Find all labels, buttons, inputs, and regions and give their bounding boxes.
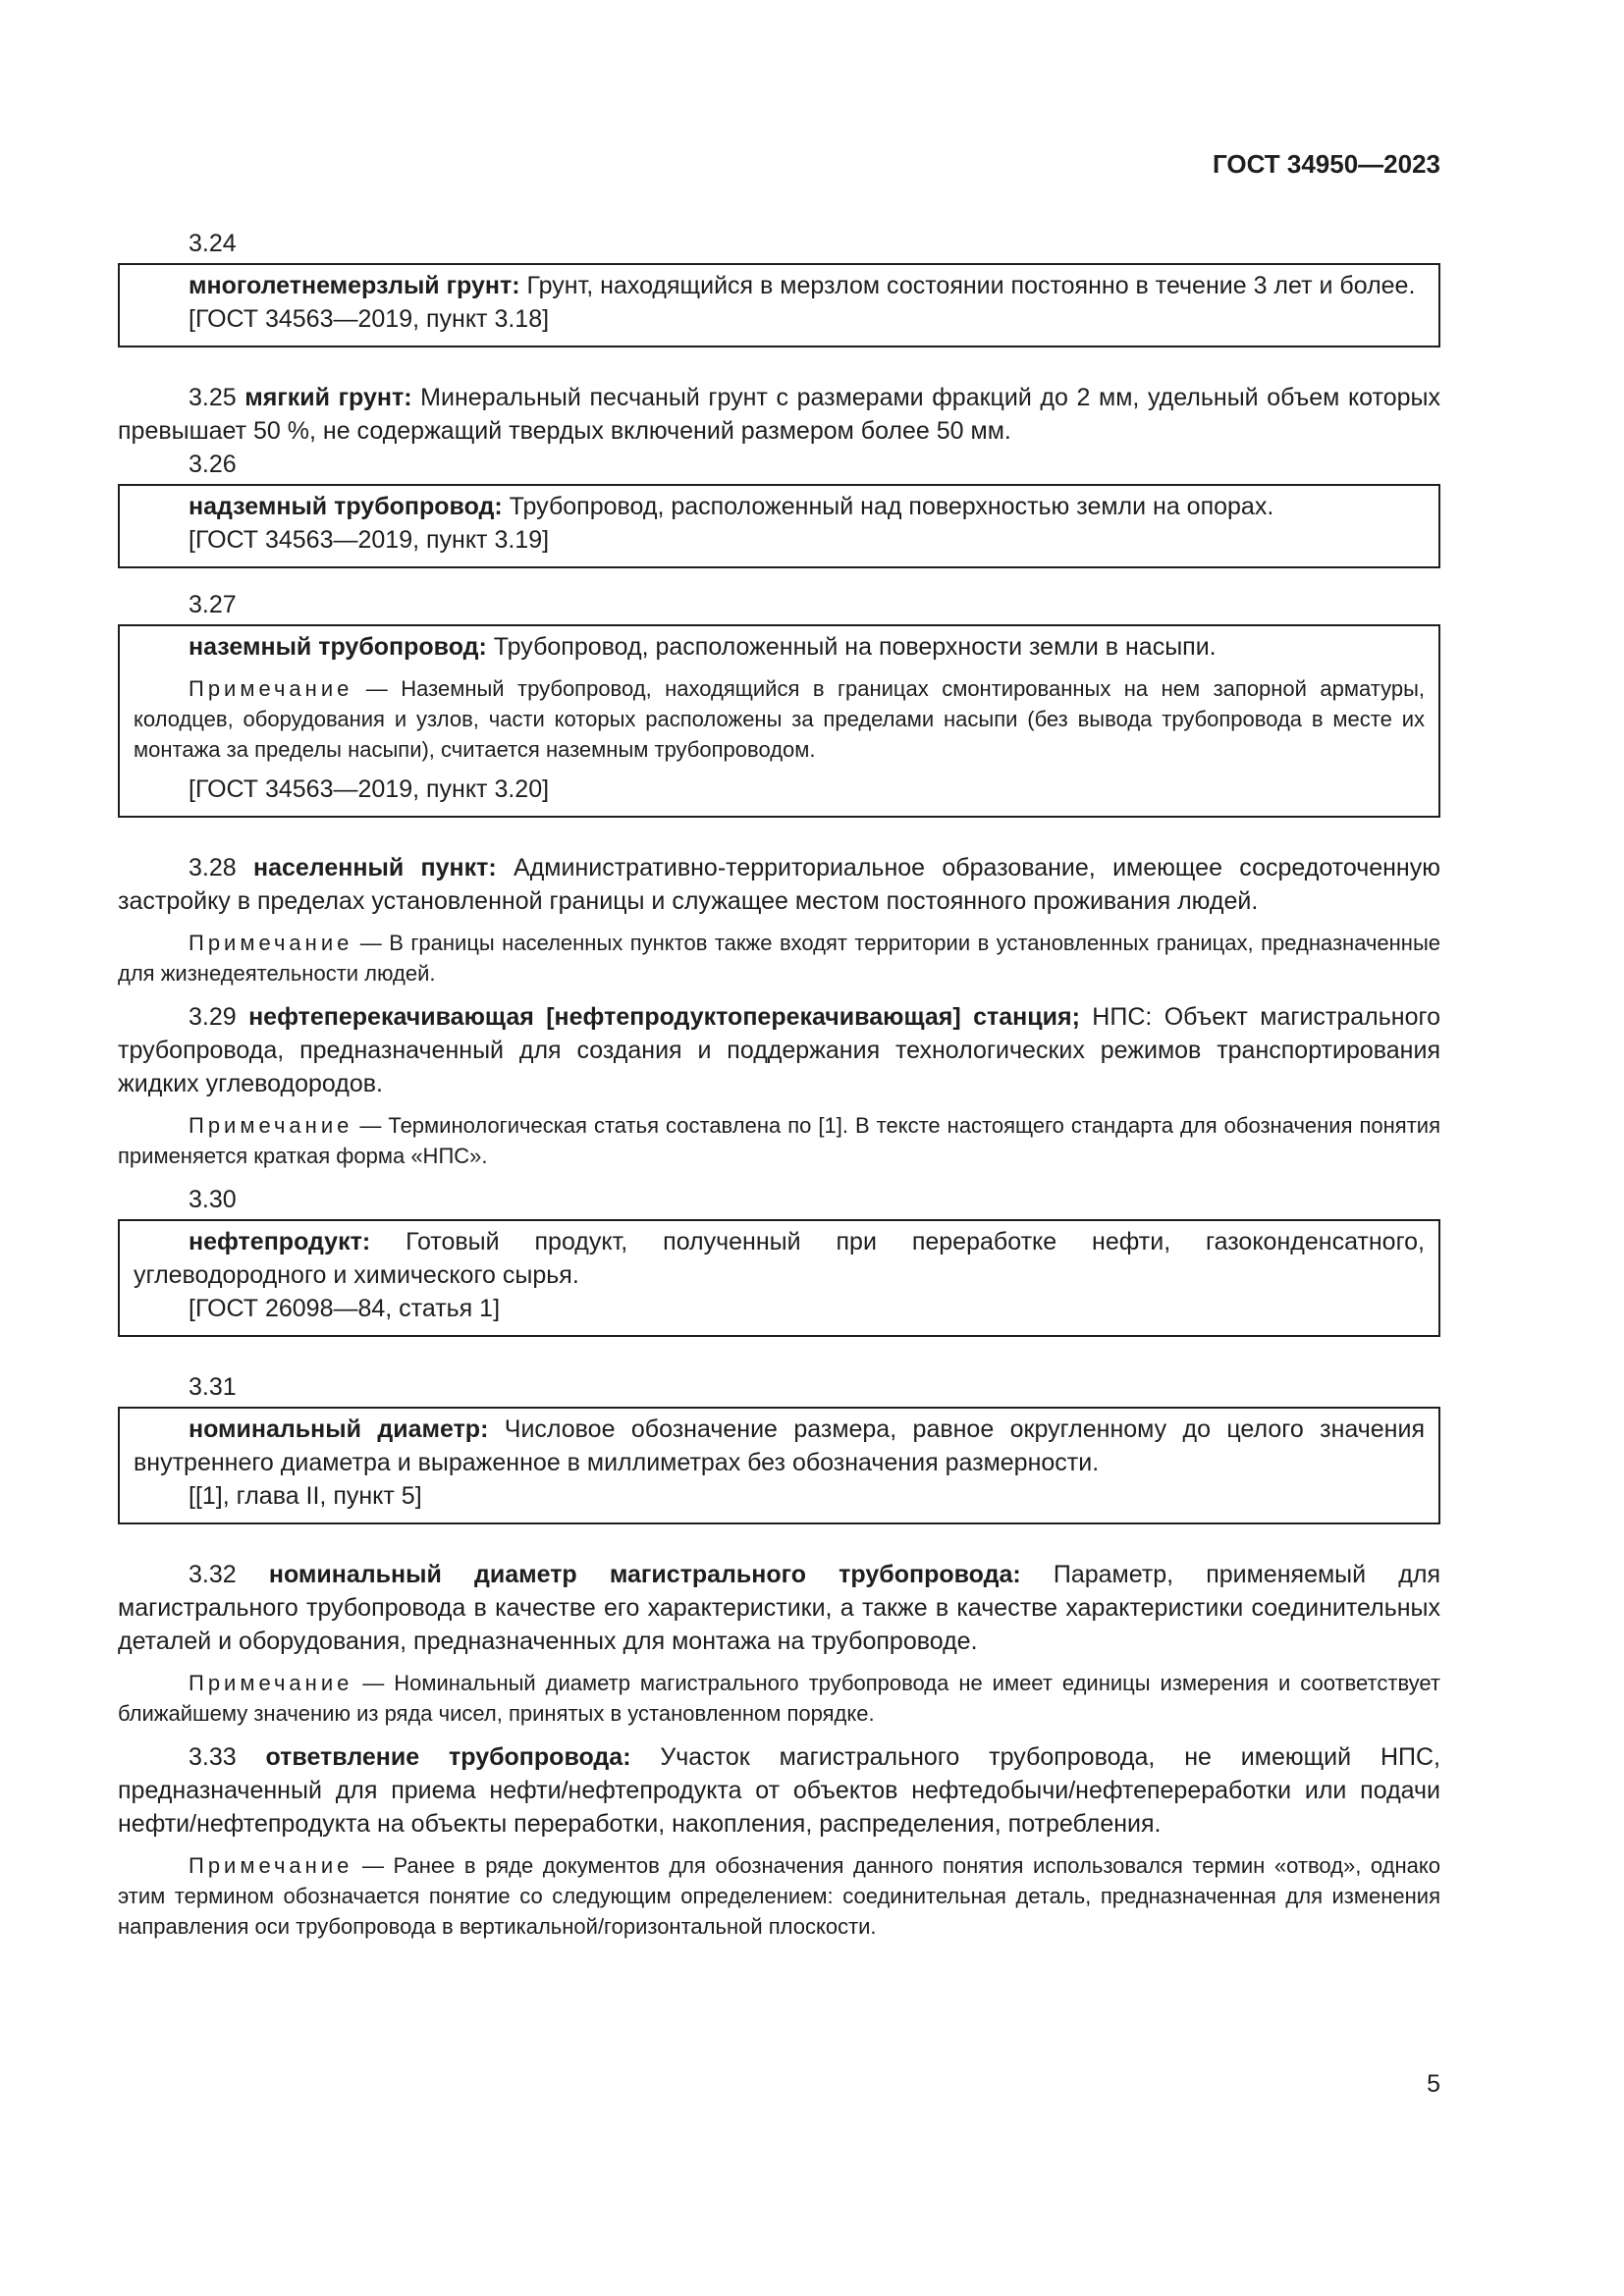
source-reference-3-26: [ГОСТ 34563—2019, пункт 3.19]: [189, 526, 550, 554]
term-definition-3-29: [118, 1000, 1440, 1100]
term-frame-3-31: [118, 1407, 1440, 1524]
term-definition-3-24: [134, 269, 1425, 302]
term-definition-3-31: [134, 1413, 1425, 1479]
entry-number-3-30: 3.30: [189, 1186, 237, 1213]
term-3-30: нефтепродукт:: [189, 1228, 371, 1255]
term-frame-3-26: [118, 484, 1440, 568]
note-label-3-33: Примечание: [189, 1853, 353, 1878]
definition-3-28: Административно-территориальное образование, имеющее сосредоточенную застройку в пределах установленной границы и служащее местом постоянного проживания людей.: [118, 854, 1440, 915]
note-text-3-33: — Ранее в ряде документов для обозначения данного понятия использовался термин «отвод», однако этим термином обозначается понятие со следующим определением: соединительная деталь, предназначенная для изменения направления оси трубопровода в вертикальной/горизонтальной плоскости.: [118, 1853, 1440, 1939]
source-reference-3-24: [ГОСТ 34563—2019, пункт 3.18]: [189, 305, 550, 333]
term-3-33: ответвление трубопровода:: [265, 1743, 631, 1771]
note-text-3-29: — Терминологическая статья составлена по [1]. В тексте настоящего стандарта для обозначения понятия применяется краткая форма «НПС».: [118, 1113, 1440, 1168]
note-text-3-28: — В границы населенных пунктов также входят территории в установленных границах, предназначенные для жизнедеятельности людей.: [118, 931, 1440, 986]
term-definition-3-32: [118, 1558, 1440, 1658]
entry-number-3-27: 3.27: [189, 591, 237, 618]
entry-number-3-25: 3.25: [189, 384, 237, 411]
entry-number-3-24: 3.24: [189, 230, 237, 257]
definition-3-32: Параметр, применяемый для магистрального трубопровода в качестве его характеристики, а также в качестве характеристики соединительных деталей и оборудования, предназначенных для монтажа на трубопроводе.: [118, 1561, 1440, 1655]
note-3-27: [134, 673, 1425, 765]
term-frame-3-30: [118, 1219, 1440, 1337]
source-reference-3-27: [ГОСТ 34563—2019, пункт 3.20]: [189, 775, 550, 803]
term-definition-3-33: [118, 1740, 1440, 1841]
term-frame-3-24: [118, 263, 1440, 347]
note-label-3-32: Примечание: [189, 1671, 353, 1695]
term-frame-3-27: [118, 624, 1440, 818]
entry-number-3-29: 3.29: [189, 1003, 237, 1031]
note-3-28: [118, 928, 1440, 988]
term-3-25: мягкий грунт:: [244, 384, 412, 411]
entry-number-3-33: 3.33: [189, 1743, 237, 1771]
term-3-31: номинальный диаметр:: [189, 1415, 489, 1443]
term-3-27: наземный трубопровод:: [189, 633, 487, 661]
term-definition-3-26: [134, 490, 1425, 523]
term-definition-3-27: [134, 630, 1425, 664]
note-text-3-32: — Номинальный диаметр магистрального трубопровода не имеет единицы измерения и соответствует ближайшему значению из ряда чисел, принятых в установленном порядке.: [118, 1671, 1440, 1726]
definition-3-24: Грунт, находящийся в мерзлом состоянии постоянно в течение 3 лет и более.: [519, 272, 1416, 299]
term-3-26: надземный трубопровод:: [189, 493, 503, 520]
definition-3-27: Трубопровод, расположенный на поверхности земли в насыпи.: [486, 633, 1217, 661]
document-designation: ГОСТ 34950—2023: [1213, 149, 1440, 179]
term-3-29: нефтеперекачивающая [нефтепродуктоперекачивающая] станция;: [248, 1003, 1080, 1031]
document-body: [118, 227, 1440, 1942]
term-definition-3-30: [134, 1225, 1425, 1292]
definition-3-31: Числовое обозначение размера, равное округленному до целого значения внутреннего диаметра и выраженное в миллиметрах без обозначения размерности.: [134, 1415, 1425, 1476]
note-label-3-27: Примечание: [189, 676, 353, 701]
page-number: 5: [1427, 2070, 1440, 2098]
term-3-24: многолетнемерзлый грунт:: [189, 272, 520, 299]
entry-number-3-28: 3.28: [189, 854, 237, 881]
note-label-3-28: Примечание: [189, 931, 353, 955]
definition-3-30: Готовый продукт, полученный при переработке нефти, газоконденсатного, углеводородного и химического сырья.: [134, 1228, 1425, 1289]
note-text-3-27: — Наземный трубопровод, находящийся в границах смонтированных на нем запорной арматуры, колодцев, оборудования и узлов, части которых расположены за пределами насыпи (без вывода трубопровода в месте их монтажа за пределы насыпи), считается наземным трубопроводом.: [134, 676, 1425, 762]
note-label-3-29: Примечание: [189, 1113, 353, 1138]
entry-number-3-26: 3.26: [189, 451, 237, 478]
term-definition-3-28: [118, 851, 1440, 918]
note-3-29: [118, 1110, 1440, 1171]
definition-3-33: Участок магистрального трубопровода, не имеющий НПС, предназначенный для приема нефти/нефтепродукта от объектов нефтедобычи/нефтепереработки или подачи нефти/нефтепродукта на объекты переработки, накопления, распределения, потребления.: [118, 1743, 1440, 1838]
note-3-33: [118, 1850, 1440, 1942]
entry-number-3-32: 3.32: [189, 1561, 237, 1588]
source-reference-3-31: [[1], глава II, пункт 5]: [189, 1482, 422, 1510]
note-3-32: [118, 1668, 1440, 1729]
definition-3-26: Трубопровод, расположенный над поверхностью земли на опорах.: [502, 493, 1274, 520]
definition-3-29: НПС: Объект магистрального трубопровода, предназначенный для создания и поддержания технологических режимов транспортирования жидких углеводородов.: [118, 1003, 1440, 1097]
entry-number-3-31: 3.31: [189, 1373, 237, 1401]
source-reference-3-30: [ГОСТ 26098—84, статья 1]: [189, 1295, 501, 1322]
term-3-28: населенный пункт:: [253, 854, 497, 881]
definition-3-25: Минеральный песчаный грунт с размерами фракций до 2 мм, удельный объем которых превышает 50 %, не содержащий твердых включений размером более 50 мм.: [118, 384, 1440, 445]
term-3-32: номинальный диаметр магистрального трубопровода:: [268, 1561, 1021, 1588]
term-definition-3-25: [118, 381, 1440, 448]
